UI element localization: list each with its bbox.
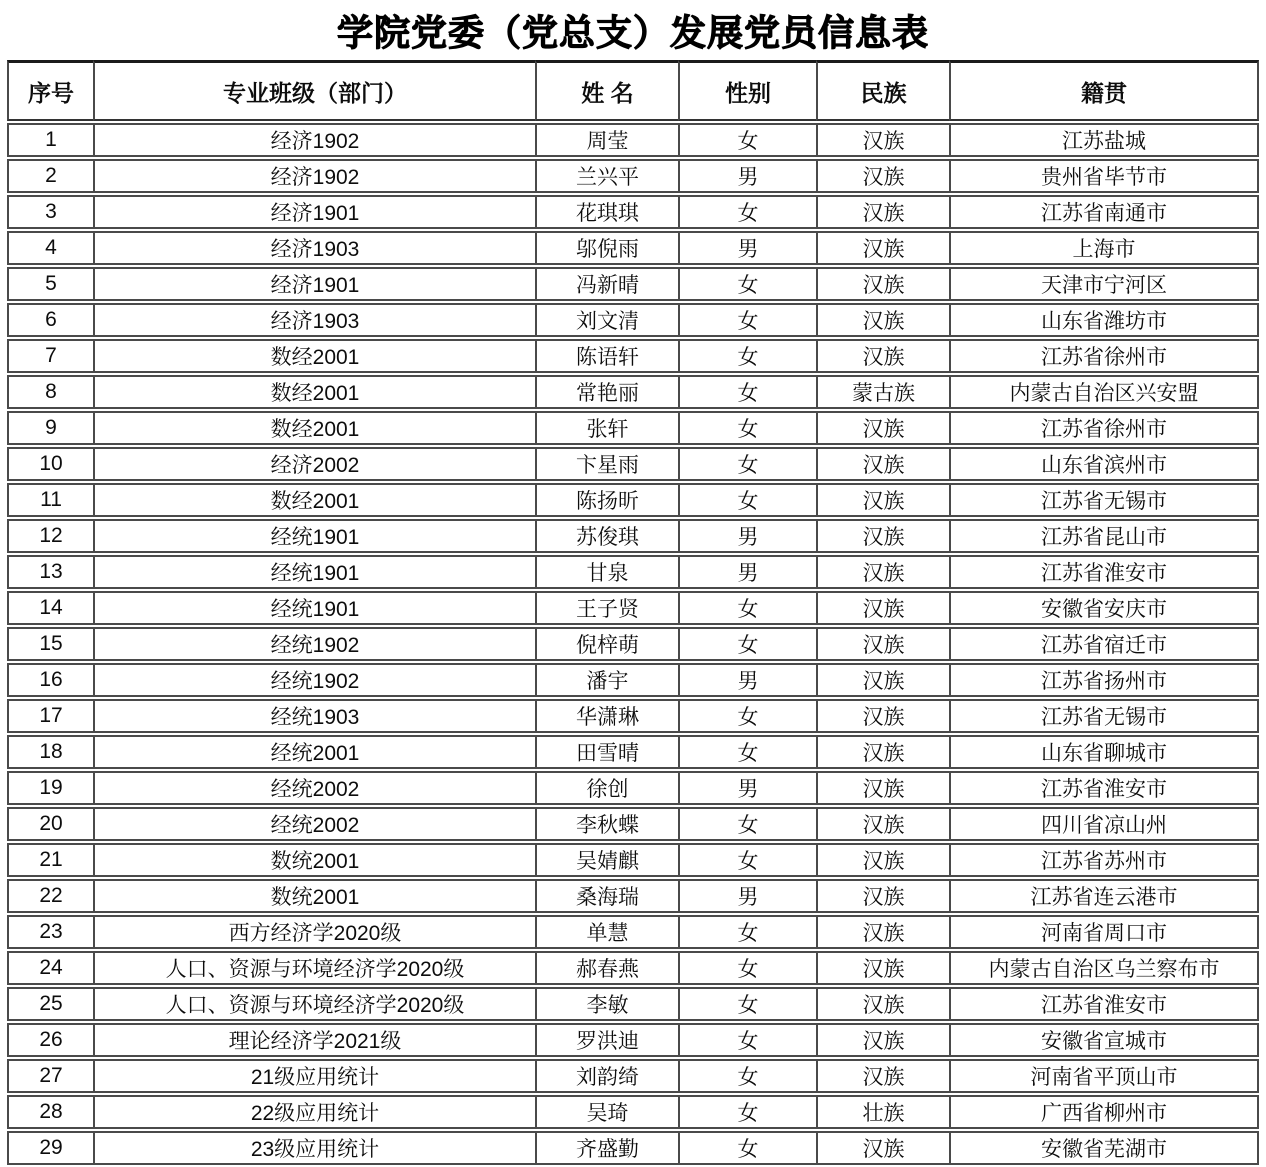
table-row bbox=[7, 267, 1259, 301]
cell-gender: 男 bbox=[678, 519, 816, 553]
party-member-table bbox=[7, 58, 1259, 1167]
cell-gender: 男 bbox=[678, 555, 816, 589]
cell-ethnicity: 汉族 bbox=[816, 1023, 949, 1057]
cell-no: 13 bbox=[7, 555, 93, 589]
cell-name: 徐创 bbox=[535, 771, 678, 805]
column-header-class: 专业班级（部门） bbox=[93, 60, 535, 121]
cell-gender: 女 bbox=[678, 987, 816, 1021]
cell-no: 11 bbox=[7, 483, 93, 517]
table-row bbox=[7, 447, 1259, 481]
cell-ethnicity: 汉族 bbox=[816, 159, 949, 193]
cell-origin: 山东省潍坊市 bbox=[949, 303, 1259, 337]
cell-class: 经统1902 bbox=[93, 627, 535, 661]
cell-origin: 江苏省徐州市 bbox=[949, 339, 1259, 373]
cell-class: 经统1901 bbox=[93, 555, 535, 589]
header-row bbox=[7, 60, 1259, 121]
table-body bbox=[7, 123, 1259, 1165]
cell-origin: 江苏省淮安市 bbox=[949, 987, 1259, 1021]
cell-ethnicity: 汉族 bbox=[816, 519, 949, 553]
cell-no: 17 bbox=[7, 699, 93, 733]
cell-gender: 女 bbox=[678, 123, 816, 157]
cell-origin: 河南省周口市 bbox=[949, 915, 1259, 949]
cell-no: 19 bbox=[7, 771, 93, 805]
cell-no: 12 bbox=[7, 519, 93, 553]
cell-origin: 安徽省芜湖市 bbox=[949, 1131, 1259, 1165]
cell-no: 9 bbox=[7, 411, 93, 445]
cell-no: 26 bbox=[7, 1023, 93, 1057]
cell-ethnicity: 汉族 bbox=[816, 231, 949, 265]
table-row bbox=[7, 519, 1259, 553]
cell-gender: 女 bbox=[678, 1095, 816, 1129]
cell-name: 冯新晴 bbox=[535, 267, 678, 301]
cell-origin: 四川省凉山州 bbox=[949, 807, 1259, 841]
cell-ethnicity: 汉族 bbox=[816, 591, 949, 625]
cell-gender: 女 bbox=[678, 375, 816, 409]
column-header-name: 姓 名 bbox=[535, 60, 678, 121]
cell-gender: 女 bbox=[678, 303, 816, 337]
cell-class: 经济2002 bbox=[93, 447, 535, 481]
cell-gender: 女 bbox=[678, 339, 816, 373]
table-row bbox=[7, 339, 1259, 373]
cell-name: 倪梓萌 bbox=[535, 627, 678, 661]
cell-name: 华潇琳 bbox=[535, 699, 678, 733]
column-header-ethnicity: 民族 bbox=[816, 60, 949, 121]
cell-class: 数统2001 bbox=[93, 879, 535, 913]
cell-no: 18 bbox=[7, 735, 93, 769]
cell-ethnicity: 汉族 bbox=[816, 771, 949, 805]
cell-ethnicity: 汉族 bbox=[816, 915, 949, 949]
cell-name: 周莹 bbox=[535, 123, 678, 157]
cell-class: 经统1903 bbox=[93, 699, 535, 733]
cell-origin: 内蒙古自治区兴安盟 bbox=[949, 375, 1259, 409]
table-row bbox=[7, 303, 1259, 337]
cell-ethnicity: 汉族 bbox=[816, 987, 949, 1021]
cell-name: 吴琦 bbox=[535, 1095, 678, 1129]
table-row bbox=[7, 735, 1259, 769]
cell-gender: 女 bbox=[678, 267, 816, 301]
cell-ethnicity: 汉族 bbox=[816, 1059, 949, 1093]
table-row bbox=[7, 807, 1259, 841]
cell-ethnicity: 蒙古族 bbox=[816, 375, 949, 409]
cell-gender: 男 bbox=[678, 159, 816, 193]
cell-gender: 女 bbox=[678, 447, 816, 481]
table-row bbox=[7, 555, 1259, 589]
cell-name: 花琪琪 bbox=[535, 195, 678, 229]
cell-origin: 江苏省扬州市 bbox=[949, 663, 1259, 697]
cell-gender: 女 bbox=[678, 591, 816, 625]
page-title: 学院党委（党总支）发展党员信息表 bbox=[336, 12, 929, 53]
cell-class: 数统2001 bbox=[93, 843, 535, 877]
cell-no: 20 bbox=[7, 807, 93, 841]
cell-origin: 江苏省淮安市 bbox=[949, 771, 1259, 805]
cell-name: 陈语轩 bbox=[535, 339, 678, 373]
cell-origin: 安徽省宣城市 bbox=[949, 1023, 1259, 1057]
cell-class: 经统1902 bbox=[93, 663, 535, 697]
cell-origin: 江苏省无锡市 bbox=[949, 483, 1259, 517]
cell-gender: 女 bbox=[678, 1059, 816, 1093]
table-row bbox=[7, 951, 1259, 985]
cell-name: 刘韵绮 bbox=[535, 1059, 678, 1093]
table-row bbox=[7, 663, 1259, 697]
column-header-origin: 籍贯 bbox=[949, 60, 1259, 121]
cell-gender: 女 bbox=[678, 627, 816, 661]
cell-name: 邬倪雨 bbox=[535, 231, 678, 265]
cell-origin: 江苏省连云港市 bbox=[949, 879, 1259, 913]
cell-no: 22 bbox=[7, 879, 93, 913]
cell-gender: 女 bbox=[678, 951, 816, 985]
cell-ethnicity: 汉族 bbox=[816, 123, 949, 157]
cell-name: 桑海瑞 bbox=[535, 879, 678, 913]
cell-origin: 山东省滨州市 bbox=[949, 447, 1259, 481]
cell-class: 数经2001 bbox=[93, 339, 535, 373]
cell-origin: 安徽省安庆市 bbox=[949, 591, 1259, 625]
cell-no: 23 bbox=[7, 915, 93, 949]
cell-name: 李敏 bbox=[535, 987, 678, 1021]
cell-ethnicity: 汉族 bbox=[816, 195, 949, 229]
table-row bbox=[7, 123, 1259, 157]
cell-origin: 内蒙古自治区乌兰察布市 bbox=[949, 951, 1259, 985]
cell-class: 人口、资源与环境经济学2020级 bbox=[93, 951, 535, 985]
cell-name: 单慧 bbox=[535, 915, 678, 949]
table-row bbox=[7, 627, 1259, 661]
cell-class: 22级应用统计 bbox=[93, 1095, 535, 1129]
cell-class: 经统1901 bbox=[93, 519, 535, 553]
cell-ethnicity: 汉族 bbox=[816, 339, 949, 373]
cell-gender: 女 bbox=[678, 807, 816, 841]
cell-name: 李秋蝶 bbox=[535, 807, 678, 841]
cell-gender: 女 bbox=[678, 843, 816, 877]
cell-no: 4 bbox=[7, 231, 93, 265]
cell-gender: 女 bbox=[678, 195, 816, 229]
cell-name: 陈扬昕 bbox=[535, 483, 678, 517]
column-header-no: 序号 bbox=[7, 60, 93, 121]
cell-class: 经济1903 bbox=[93, 231, 535, 265]
cell-no: 6 bbox=[7, 303, 93, 337]
table-row bbox=[7, 411, 1259, 445]
cell-ethnicity: 汉族 bbox=[816, 447, 949, 481]
cell-ethnicity: 汉族 bbox=[816, 699, 949, 733]
cell-ethnicity: 汉族 bbox=[816, 267, 949, 301]
cell-ethnicity: 汉族 bbox=[816, 1131, 949, 1165]
cell-name: 田雪晴 bbox=[535, 735, 678, 769]
cell-origin: 江苏盐城 bbox=[949, 123, 1259, 157]
cell-class: 经统2001 bbox=[93, 735, 535, 769]
cell-no: 1 bbox=[7, 123, 93, 157]
cell-origin: 上海市 bbox=[949, 231, 1259, 265]
cell-no: 8 bbox=[7, 375, 93, 409]
cell-class: 数经2001 bbox=[93, 411, 535, 445]
cell-name: 苏俊琪 bbox=[535, 519, 678, 553]
cell-name: 常艳丽 bbox=[535, 375, 678, 409]
cell-origin: 江苏省徐州市 bbox=[949, 411, 1259, 445]
cell-class: 人口、资源与环境经济学2020级 bbox=[93, 987, 535, 1021]
cell-gender: 女 bbox=[678, 483, 816, 517]
cell-name: 罗洪迪 bbox=[535, 1023, 678, 1057]
cell-class: 21级应用统计 bbox=[93, 1059, 535, 1093]
cell-origin: 江苏省苏州市 bbox=[949, 843, 1259, 877]
cell-no: 21 bbox=[7, 843, 93, 877]
cell-gender: 男 bbox=[678, 879, 816, 913]
cell-ethnicity: 汉族 bbox=[816, 735, 949, 769]
cell-name: 刘文清 bbox=[535, 303, 678, 337]
cell-origin: 山东省聊城市 bbox=[949, 735, 1259, 769]
cell-name: 卞星雨 bbox=[535, 447, 678, 481]
cell-no: 3 bbox=[7, 195, 93, 229]
cell-no: 27 bbox=[7, 1059, 93, 1093]
cell-name: 张轩 bbox=[535, 411, 678, 445]
cell-ethnicity: 汉族 bbox=[816, 303, 949, 337]
table-row bbox=[7, 987, 1259, 1021]
cell-ethnicity: 汉族 bbox=[816, 663, 949, 697]
table-row bbox=[7, 879, 1259, 913]
cell-ethnicity: 汉族 bbox=[816, 555, 949, 589]
cell-gender: 女 bbox=[678, 699, 816, 733]
cell-class: 经济1902 bbox=[93, 123, 535, 157]
cell-no: 15 bbox=[7, 627, 93, 661]
cell-origin: 江苏省无锡市 bbox=[949, 699, 1259, 733]
cell-name: 甘泉 bbox=[535, 555, 678, 589]
cell-class: 经济1901 bbox=[93, 267, 535, 301]
table-row bbox=[7, 1131, 1259, 1165]
cell-class: 经济1903 bbox=[93, 303, 535, 337]
cell-no: 28 bbox=[7, 1095, 93, 1129]
cell-gender: 女 bbox=[678, 411, 816, 445]
cell-origin: 江苏省宿迁市 bbox=[949, 627, 1259, 661]
column-header-gender: 性别 bbox=[678, 60, 816, 121]
table-row bbox=[7, 375, 1259, 409]
table-row bbox=[7, 159, 1259, 193]
cell-class: 理论经济学2021级 bbox=[93, 1023, 535, 1057]
cell-no: 14 bbox=[7, 591, 93, 625]
cell-origin: 天津市宁河区 bbox=[949, 267, 1259, 301]
cell-origin: 河南省平顶山市 bbox=[949, 1059, 1259, 1093]
table-row bbox=[7, 591, 1259, 625]
table-row bbox=[7, 483, 1259, 517]
cell-ethnicity: 汉族 bbox=[816, 951, 949, 985]
table-row bbox=[7, 1059, 1259, 1093]
table-row bbox=[7, 231, 1259, 265]
cell-name: 王子贤 bbox=[535, 591, 678, 625]
cell-gender: 男 bbox=[678, 231, 816, 265]
cell-origin: 贵州省毕节市 bbox=[949, 159, 1259, 193]
cell-ethnicity: 汉族 bbox=[816, 879, 949, 913]
cell-ethnicity: 汉族 bbox=[816, 411, 949, 445]
cell-no: 5 bbox=[7, 267, 93, 301]
table-row bbox=[7, 843, 1259, 877]
cell-gender: 女 bbox=[678, 735, 816, 769]
cell-no: 10 bbox=[7, 447, 93, 481]
cell-class: 经统1901 bbox=[93, 591, 535, 625]
cell-name: 兰兴平 bbox=[535, 159, 678, 193]
cell-origin: 江苏省南通市 bbox=[949, 195, 1259, 229]
cell-origin: 江苏省昆山市 bbox=[949, 519, 1259, 553]
cell-no: 7 bbox=[7, 339, 93, 373]
cell-name: 吴婧麒 bbox=[535, 843, 678, 877]
cell-ethnicity: 汉族 bbox=[816, 807, 949, 841]
cell-class: 数经2001 bbox=[93, 483, 535, 517]
cell-no: 25 bbox=[7, 987, 93, 1021]
cell-name: 潘宇 bbox=[535, 663, 678, 697]
table-row bbox=[7, 771, 1259, 805]
cell-class: 经统2002 bbox=[93, 807, 535, 841]
cell-class: 数经2001 bbox=[93, 375, 535, 409]
table-row bbox=[7, 1095, 1259, 1129]
cell-class: 23级应用统计 bbox=[93, 1131, 535, 1165]
table-row bbox=[7, 1023, 1259, 1057]
cell-name: 郝春燕 bbox=[535, 951, 678, 985]
cell-gender: 男 bbox=[678, 663, 816, 697]
cell-ethnicity: 壮族 bbox=[816, 1095, 949, 1129]
cell-origin: 广西省柳州市 bbox=[949, 1095, 1259, 1129]
cell-ethnicity: 汉族 bbox=[816, 843, 949, 877]
cell-name: 齐盛勤 bbox=[535, 1131, 678, 1165]
cell-gender: 女 bbox=[678, 915, 816, 949]
table-row bbox=[7, 915, 1259, 949]
cell-gender: 女 bbox=[678, 1023, 816, 1057]
cell-no: 24 bbox=[7, 951, 93, 985]
cell-ethnicity: 汉族 bbox=[816, 627, 949, 661]
cell-ethnicity: 汉族 bbox=[816, 483, 949, 517]
cell-class: 经济1901 bbox=[93, 195, 535, 229]
cell-origin: 江苏省淮安市 bbox=[949, 555, 1259, 589]
cell-class: 经统2002 bbox=[93, 771, 535, 805]
cell-no: 16 bbox=[7, 663, 93, 697]
cell-class: 经济1902 bbox=[93, 159, 535, 193]
cell-gender: 女 bbox=[678, 1131, 816, 1165]
table-row bbox=[7, 195, 1259, 229]
cell-gender: 男 bbox=[678, 771, 816, 805]
table-row bbox=[7, 699, 1259, 733]
cell-no: 29 bbox=[7, 1131, 93, 1165]
cell-no: 2 bbox=[7, 159, 93, 193]
cell-class: 西方经济学2020级 bbox=[93, 915, 535, 949]
